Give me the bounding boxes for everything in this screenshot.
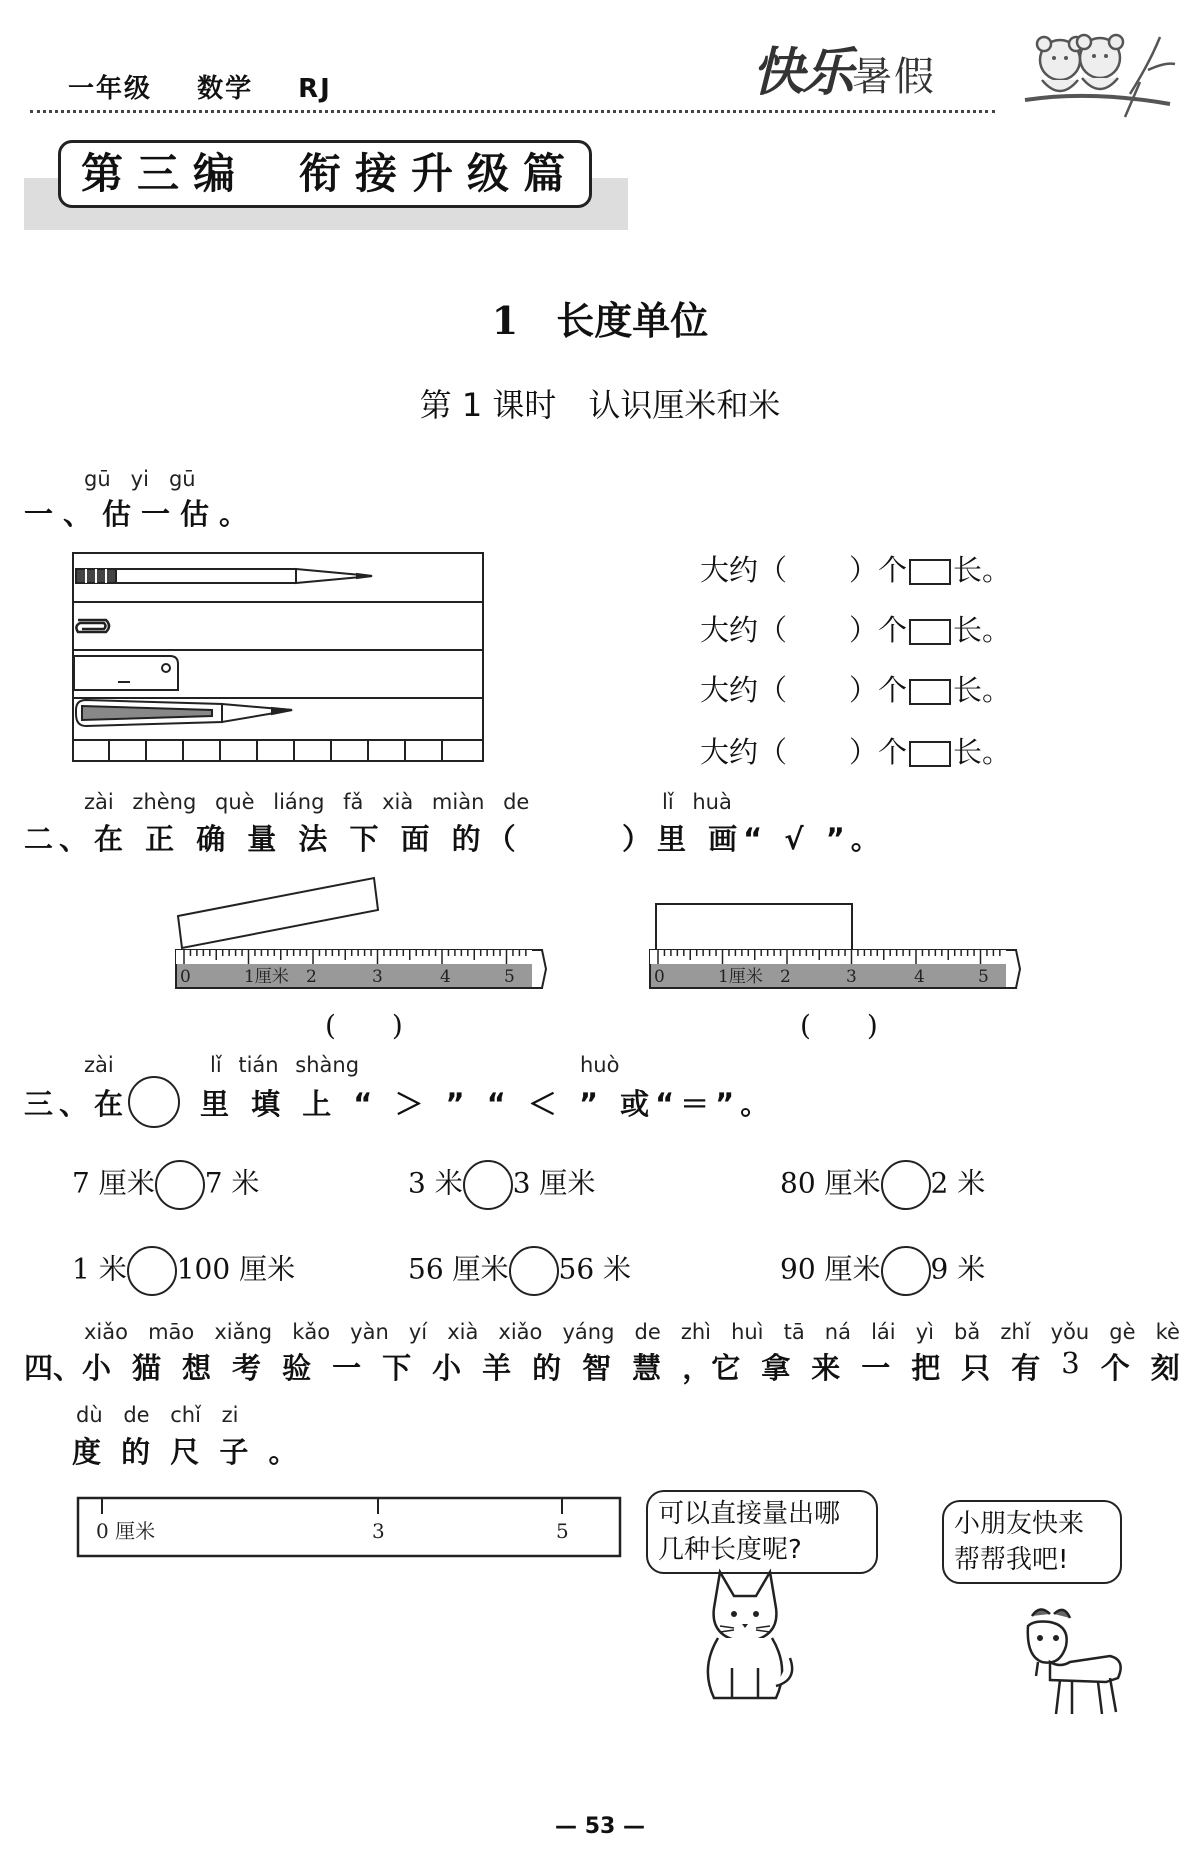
banner-part: 第三编 [81,149,250,198]
pencil-icon [76,569,372,583]
tick-label: 0 [180,967,191,987]
compare-item: 90 厘米 9 米 [780,1246,985,1296]
grade-label: 一年级 [68,74,153,104]
compare-item: 80 厘米 2 米 [780,1160,985,1210]
tick-label: 3 [846,967,857,987]
estimation-figure [72,552,484,764]
q4-pinyin-line1: xiǎo māo xiǎng kǎo yàn yí xià xiǎo yáng de zhì huì tā ná lái yì bǎ zhǐ yǒu gè kè [84,1320,1180,1344]
fountain-pen-icon [76,700,292,726]
unit-box-icon [909,619,951,645]
page-number: — 53 — [555,1814,645,1839]
goat-illustration [1010,1606,1130,1718]
ruler-label-five: 5 [556,1519,569,1543]
answer-paren-b[interactable]: ( ) [800,1009,878,1042]
answer-circle[interactable] [155,1160,205,1210]
estimate-row-pencil: 大约（ ）个 长。 [700,553,1012,587]
logo-main: 快乐 [752,43,853,103]
tick-label: 3 [372,967,383,987]
tick-label: 2 [780,967,791,987]
unit-box-icon [909,741,951,767]
answer-circle[interactable] [463,1160,513,1210]
q4-pinyin-line2: dù de chǐ zi [76,1403,239,1427]
paperclip-icon [76,620,109,632]
unit-title: 1 长度单位 [491,298,709,343]
tick-label: 0 [654,967,665,987]
subject-label: 数学 [197,74,254,104]
edition-label: RJ [298,74,332,104]
compare-item: 3 米 3 厘米 [408,1160,595,1210]
answer-paren-a[interactable]: ( ) [325,1009,403,1042]
ruler-label-three: 3 [372,1519,385,1543]
answer-circle[interactable] [881,1246,931,1296]
q1-pinyin: gū yi gū [84,467,196,491]
q3-title-b: 里 填 上 “ ＞ ” “ ＜ ” 或“＝”。 [200,1087,776,1121]
banner-name: 衔接升级篇 [299,149,580,198]
header-subject-line [68,68,366,105]
cat-speech-bubble: 可以直接量出哪 几种长度呢? [646,1490,878,1574]
tick-label: 5 [504,967,515,987]
eraser-icon [74,656,178,690]
cat-illustration [690,1568,800,1708]
aligned-strip [656,904,852,950]
lesson-title: 第 1 课时 认识厘米和米 [419,386,781,424]
goat-speech-bubble: 小朋友快来 帮帮我吧! [942,1500,1122,1584]
q4-text-line2: 度 的 尺 子 。 [72,1435,298,1469]
estimate-row-pen: 大约（ ）个 长。 [700,735,1012,769]
q2-title-b: ）里 画“ √ ”。 [622,822,886,856]
compare-item: 1 米 100 厘米 [72,1246,295,1296]
tick-label: 1厘米 [244,967,289,987]
q1-title: 一、估一估。 [24,497,259,531]
q2-title-a: 二、在 正 确 量 法 下 面 的（ [24,822,522,856]
estimate-row-eraser: 大约（ ）个 长。 [700,673,1012,707]
logo-sub: 暑假 [852,54,937,100]
circle-icon [128,1076,180,1128]
tick-label: 1厘米 [718,967,763,987]
ruler-label-zero: 0 厘米 [96,1519,156,1543]
tick-label: 5 [978,967,989,987]
answer-circle[interactable] [509,1246,559,1296]
tick-label: 2 [306,967,317,987]
answer-circle[interactable] [127,1246,177,1296]
q3-pinyin-3: huò [580,1053,620,1077]
section-banner [58,140,592,208]
compare-item: 7 厘米 7 米 [72,1160,259,1210]
answer-circle[interactable] [881,1160,931,1210]
tick-label: 4 [914,967,925,987]
q3-pinyin-1: zài [84,1053,114,1077]
tick-label: 4 [440,967,451,987]
unit-box-icon [909,679,951,705]
bears-illustration [1020,22,1180,127]
q2-pinyin-b: lǐ huà [662,790,732,814]
estimate-row-clip: 大约（ ）个 长。 [700,613,1012,647]
q4-line1 [24,1320,1180,1390]
series-logo [752,30,936,105]
compare-item: 56 厘米 56 米 [408,1246,631,1296]
ruler-figure-b [648,872,1028,990]
three-mark-ruler [76,1496,622,1558]
header-divider [30,110,995,113]
ruler-figure-a [174,872,554,990]
tilted-strip [178,878,378,948]
unit-box-icon [909,559,951,585]
q3-pinyin-2: lǐ tián shàng [210,1053,360,1077]
q4-text-line1: 四、小 猫 想 考 验 一 下 小 羊 的 智 慧 ，它 拿 来 一 把 只 有 3 个 刻 [24,1346,1180,1385]
q2-pinyin-a: zài zhèng què liáng fǎ xià miàn de [84,790,530,814]
q3-title-a: 三、在 [24,1087,130,1121]
